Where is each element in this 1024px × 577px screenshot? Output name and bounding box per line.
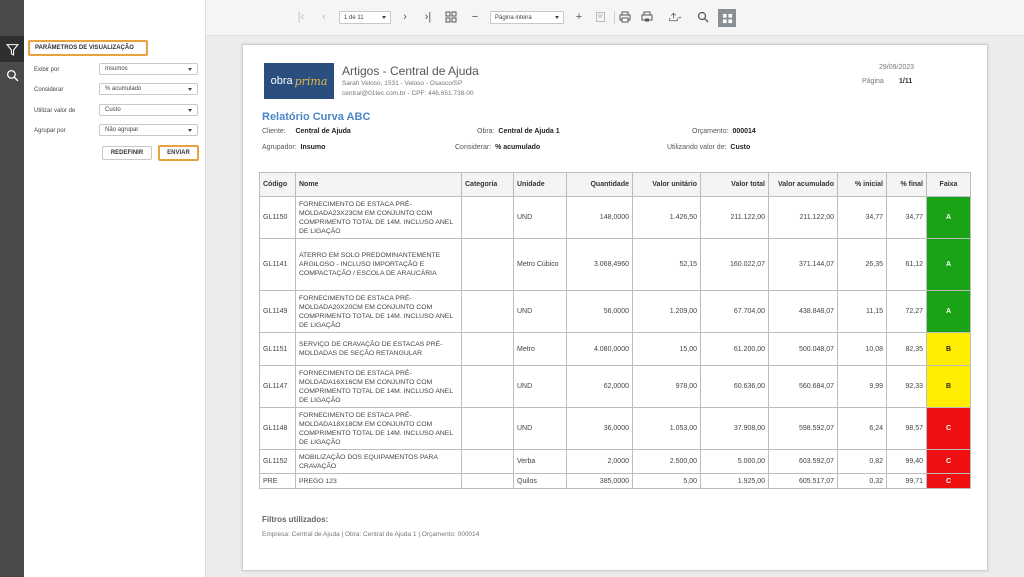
cell-percent-final: 98,57: [887, 408, 927, 450]
search-document-button[interactable]: [696, 10, 710, 24]
fullscreen-button[interactable]: [718, 9, 736, 27]
agrupar-por-select[interactable]: [99, 124, 198, 136]
considerar-value: % acumulado: [495, 144, 541, 151]
cell-nome: PREGO 123: [296, 474, 462, 489]
cliente-label: Cliente:: [262, 128, 286, 135]
toolbar-divider: [614, 11, 615, 24]
cell-valor-acumulado: 605.517,07: [769, 474, 838, 489]
cell-valor-total: 60.636,00: [701, 366, 769, 408]
col-unidade: Unidade: [514, 173, 567, 197]
cell-faixa: A: [927, 291, 971, 333]
cell-percent-inicial: 11,15: [838, 291, 887, 333]
cell-unidade: UND: [514, 291, 567, 333]
table-row: [260, 333, 971, 366]
col-valor-total: Valor total: [701, 173, 769, 197]
cell-quantidade: 2,0000: [567, 450, 633, 474]
cell-percent-inicial: 0,82: [838, 450, 887, 474]
table-row: [260, 474, 971, 489]
cell-faixa: C: [927, 474, 971, 489]
cell-codigo: GL1149: [260, 291, 296, 333]
cell-percent-final: 34,77: [887, 197, 927, 239]
col-nome: Nome: [296, 173, 462, 197]
cell-valor-unitario: 15,00: [633, 333, 701, 366]
report-page: [242, 44, 988, 571]
table-row: [260, 197, 971, 239]
prev-page-button[interactable]: [317, 10, 331, 24]
cell-valor-total: 61.200,00: [701, 333, 769, 366]
cell-quantidade: 62,0000: [567, 366, 633, 408]
cell-quantidade: 36,0000: [567, 408, 633, 450]
cell-percent-final: 99,71: [887, 474, 927, 489]
print-button[interactable]: [618, 10, 632, 24]
cell-codigo: PRE: [260, 474, 296, 489]
cell-categoria: [462, 333, 514, 366]
cell-categoria: [462, 366, 514, 408]
cell-unidade: Verba: [514, 450, 567, 474]
first-page-button[interactable]: [294, 10, 308, 24]
cell-valor-unitario: 978,00: [633, 366, 701, 408]
col-valor-acumulado: Valor acumulado: [769, 173, 838, 197]
report-title: Relatório Curva ABC: [262, 111, 371, 123]
cell-percent-final: 61,12: [887, 239, 927, 291]
col-codigo: Código: [260, 173, 296, 197]
page-layout-button[interactable]: [444, 10, 458, 24]
orcamento-label: Orçamento:: [692, 128, 729, 135]
zoom-select-value: Página inteira: [495, 14, 532, 21]
cell-valor-acumulado: 438.848,07: [769, 291, 838, 333]
page-select[interactable]: [339, 11, 391, 24]
cell-nome: FORNECIMENTO DE ESTACA PRÉ-MOLDADA20X20CM EM CONJUNTO COM COMPRIMENTO TOTAL DE 14M. INCLUSO ANEL DE LIGAÇÃO: [296, 291, 462, 333]
table-row: [260, 366, 971, 408]
page-select-value: 1 de 11: [344, 14, 364, 21]
cell-faixa: B: [927, 333, 971, 366]
zoom-in-button[interactable]: [572, 10, 586, 24]
cell-codigo: GL1150: [260, 197, 296, 239]
cell-valor-total: 67.704,00: [701, 291, 769, 333]
exibir-por-label: Exibir por: [34, 67, 60, 73]
cell-faixa: C: [927, 408, 971, 450]
table-header-row: [260, 173, 971, 197]
cliente-meta: [262, 128, 351, 135]
cell-faixa: A: [927, 197, 971, 239]
col-quantidade: Quantidade: [567, 173, 633, 197]
cell-categoria: [462, 291, 514, 333]
orcamento-value: 000014: [732, 128, 756, 135]
company-name: Artigos - Central de Ajuda: [342, 64, 479, 78]
cell-percent-inicial: 0,32: [838, 474, 887, 489]
cell-quantidade: 385,0000: [567, 474, 633, 489]
cell-percent-inicial: 26,35: [838, 239, 887, 291]
zoom-out-button[interactable]: [468, 10, 482, 24]
cell-percent-inicial: 9,99: [838, 366, 887, 408]
cell-nome: FORNECIMENTO DE ESTACA PRÉ-MOLDADA16X16CM EM CONJUNTO COM COMPRIMENTO TOTAL DE 14M. INCLUSO ANEL DE LIGAÇÃO: [296, 366, 462, 408]
utilizar-valor-label: Utilizar valor de: [34, 108, 76, 114]
utilizando-meta: [667, 144, 750, 151]
export-button[interactable]: [664, 10, 686, 24]
zoom-select[interactable]: [490, 11, 564, 24]
page-label: Página: [862, 78, 884, 85]
cell-percent-inicial: 34,77: [838, 197, 887, 239]
cell-codigo: GL1148: [260, 408, 296, 450]
col-percent-final: % final: [887, 173, 927, 197]
agrupador-label: Agrupador:: [262, 144, 297, 151]
cell-codigo: GL1151: [260, 333, 296, 366]
cell-codigo: GL1147: [260, 366, 296, 408]
cell-categoria: [462, 239, 514, 291]
cell-quantidade: 4.080,0000: [567, 333, 633, 366]
agrupar-por-label: Agrupar por: [34, 128, 66, 134]
exibir-por-select[interactable]: [99, 63, 198, 75]
cell-quantidade: 3.068,4960: [567, 239, 633, 291]
cell-valor-total: 160.022,07: [701, 239, 769, 291]
obra-value: Central de Ajuda 1: [498, 128, 560, 135]
cell-codigo: GL1152: [260, 450, 296, 474]
cell-percent-final: 72,27: [887, 291, 927, 333]
cell-codigo: GL1141: [260, 239, 296, 291]
first-page-icon: |‹: [297, 11, 305, 23]
chevron-down-icon: [188, 68, 192, 71]
considerar-label: Considerar: [34, 87, 64, 93]
grid-layout-icon: [445, 11, 457, 23]
col-valor-unitario: Valor unitário: [633, 173, 701, 197]
cell-unidade: UND: [514, 408, 567, 450]
last-page-icon: ›|: [424, 11, 432, 23]
cell-valor-unitario: 2.500,00: [633, 450, 701, 474]
cell-percent-final: 92,33: [887, 366, 927, 408]
cell-faixa: B: [927, 366, 971, 408]
cell-unidade: UND: [514, 197, 567, 239]
chevron-down-icon: [555, 16, 559, 19]
cell-categoria: [462, 450, 514, 474]
report-date: 29/09/2023: [879, 64, 915, 71]
utilizar-valor-select[interactable]: [99, 104, 198, 116]
cell-percent-final: 82,35: [887, 333, 927, 366]
parameters-panel: [24, 0, 206, 577]
considerar-meta: [455, 144, 540, 151]
utilizar-valor-value: Custo: [105, 107, 121, 113]
obra-meta: [477, 128, 560, 135]
cell-faixa: A: [927, 239, 971, 291]
cell-valor-acumulado: 500.048,07: [769, 333, 838, 366]
chevron-down-icon: [188, 129, 192, 132]
edit-button[interactable]: [594, 10, 608, 24]
last-page-button[interactable]: [421, 10, 435, 24]
cell-percent-final: 99,40: [887, 450, 927, 474]
cell-quantidade: 148,0000: [567, 197, 633, 239]
filters-text: Empresa: Central de Ajuda | Obra: Central de Ajuda 1 | Orçamento: 000014: [262, 531, 480, 538]
print-page-icon: [641, 11, 653, 23]
search-icon: [6, 69, 19, 82]
submit-button[interactable]: ENVIAR: [158, 145, 199, 161]
considerar-label: Considerar:: [455, 144, 492, 151]
cell-nome: SERVIÇO DE CRAVAÇÃO DE ESTACAS PRÉ-MOLDADAS DE SEÇÃO RETANGULAR: [296, 333, 462, 366]
cell-valor-acumulado: 371.144,07: [769, 239, 838, 291]
cell-unidade: UND: [514, 366, 567, 408]
cell-nome: FORNECIMENTO DE ESTACA PRÉ-MOLDADA23X23CM EM CONJUNTO COM COMPRIMENTO TOTAL DE 14M. INCLUSO ANEL DE LIGAÇÃO: [296, 197, 462, 239]
cell-valor-acumulado: 560.684,07: [769, 366, 838, 408]
next-page-button[interactable]: [398, 10, 412, 24]
table-row: [260, 239, 971, 291]
exibir-por-value: Insumos: [105, 66, 128, 72]
fullscreen-icon: [722, 13, 733, 24]
chevron-right-icon: ›: [403, 11, 407, 23]
filters-title: Filtros utilizados:: [262, 515, 329, 524]
cell-nome: MOBILIZAÇÃO DOS EQUIPAMENTOS PARA CRAVAÇÃO: [296, 450, 462, 474]
search-button[interactable]: [0, 62, 24, 88]
table-row: [260, 408, 971, 450]
considerar-value: % acumulado: [105, 86, 142, 92]
cell-faixa: C: [927, 450, 971, 474]
cell-quantidade: 56,0000: [567, 291, 633, 333]
obra-label: Obra:: [477, 128, 495, 135]
table-row: [260, 291, 971, 333]
chevron-down-icon: [188, 88, 192, 91]
cell-unidade: Quilos: [514, 474, 567, 489]
printer-icon: [619, 11, 631, 23]
chevron-down-icon: [382, 16, 386, 19]
cell-percent-inicial: 10,08: [838, 333, 887, 366]
filter-button[interactable]: [0, 36, 24, 62]
cell-valor-unitario: 1.209,00: [633, 291, 701, 333]
cell-valor-acumulado: 211.122,00: [769, 197, 838, 239]
cell-valor-unitario: 1.426,50: [633, 197, 701, 239]
filter-icon: [6, 43, 19, 56]
panel-title: PARÂMETROS DE VISUALIZAÇÃO: [28, 40, 148, 56]
agrupar-por-value: Não agrupar: [105, 127, 139, 133]
minus-icon: −: [471, 11, 479, 23]
left-rail: [0, 0, 24, 577]
cell-categoria: [462, 197, 514, 239]
col-percent-inicial: % inicial: [838, 173, 887, 197]
cell-valor-total: 5.000,00: [701, 450, 769, 474]
cell-unidade: Metro: [514, 333, 567, 366]
agrupador-meta: [262, 144, 325, 151]
table-body: [260, 197, 971, 489]
table-row: [260, 450, 971, 474]
plus-icon: +: [575, 11, 583, 23]
cell-nome: FORNECIMENTO DE ESTACA PRÉ-MOLDADA18X18CM EM CONJUNTO COM COMPRIMENTO TOTAL DE 14M. INCLUSO ANEL DE LIGAÇÃO: [296, 408, 462, 450]
col-faixa: Faixa: [927, 173, 971, 197]
cell-unidade: Metro Cúbico: [514, 239, 567, 291]
cell-valor-acumulado: 603.592,07: [769, 450, 838, 474]
utilizando-label: Utilizando valor de:: [667, 144, 727, 151]
reset-button[interactable]: REDEFINIR: [102, 146, 152, 160]
company-logo: obra prima: [264, 63, 334, 99]
page-number: 1/11: [899, 78, 913, 85]
cell-valor-acumulado: 598.592,07: [769, 408, 838, 450]
export-icon: [669, 11, 681, 23]
search-icon: [697, 11, 709, 23]
print-page-button[interactable]: [640, 10, 654, 24]
agrupador-value: Insumo: [300, 144, 326, 151]
company-address: Sarah Veloso, 1531 - Veloso - Osasco/SP: [342, 80, 463, 87]
cell-nome: ATERRO EM SOLO PREDOMINANTEMENTE ARGILOSO - INCLUSO IMPORTAÇÃO E COMPACTAÇÃO / ESCOLA DE ARAUCÁRIA: [296, 239, 462, 291]
chevron-down-icon: [188, 109, 192, 112]
cell-valor-total: 37.908,00: [701, 408, 769, 450]
orcamento-meta: [692, 128, 756, 135]
abc-table: [259, 172, 971, 489]
cell-valor-total: 211.122,00: [701, 197, 769, 239]
cliente-value: Central de Ajuda: [295, 128, 351, 135]
cell-valor-unitario: 1.053,00: [633, 408, 701, 450]
viewer-toolbar: [206, 0, 1024, 36]
cell-percent-inicial: 6,24: [838, 408, 887, 450]
cell-valor-total: 1.925,00: [701, 474, 769, 489]
utilizando-value: Custo: [730, 144, 751, 151]
cell-valor-unitario: 5,00: [633, 474, 701, 489]
edit-document-icon: [595, 11, 607, 23]
cell-valor-unitario: 52,15: [633, 239, 701, 291]
company-contact: central@01tec.com.br - CPF: 446.651.738-00: [342, 90, 474, 97]
col-categoria: Categoria: [462, 173, 514, 197]
chevron-left-icon: ‹: [322, 11, 326, 23]
cell-categoria: [462, 408, 514, 450]
cell-categoria: [462, 474, 514, 489]
considerar-select[interactable]: [99, 83, 198, 95]
